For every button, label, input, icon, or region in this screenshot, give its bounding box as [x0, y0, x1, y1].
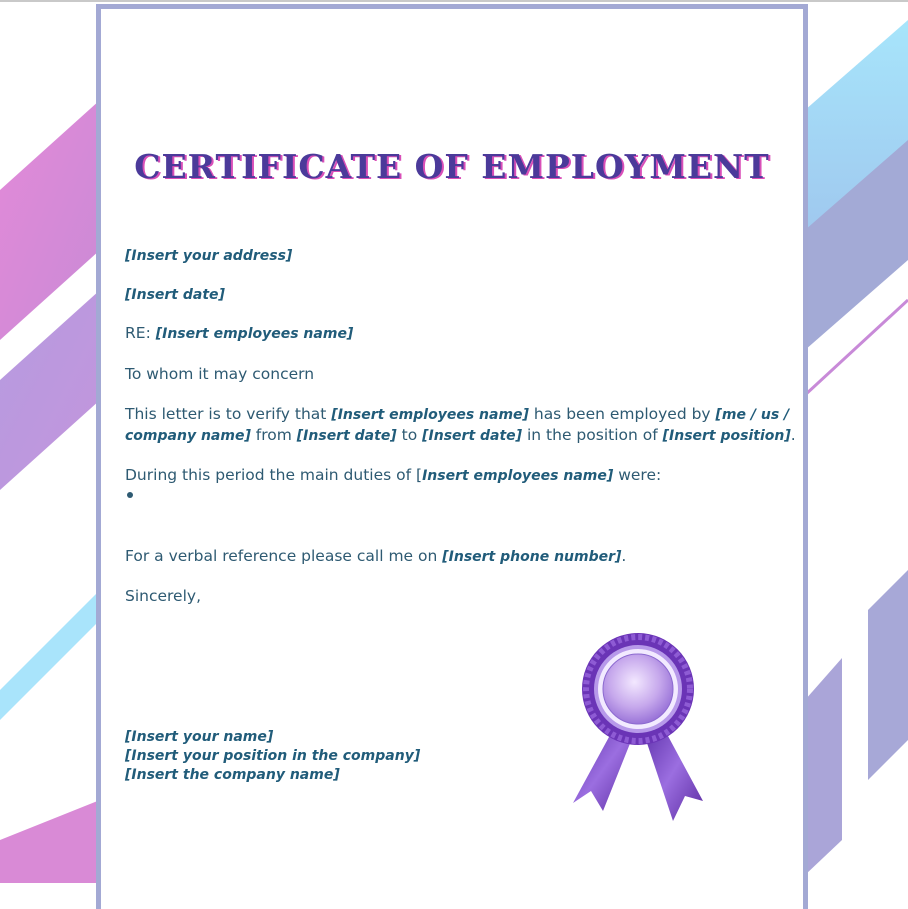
address-placeholder[interactable]: [Insert your address]	[125, 248, 293, 264]
re-line	[125, 323, 353, 344]
to-text: to	[396, 426, 423, 444]
salutation: To whom it may concern	[125, 365, 315, 383]
employed-by-text: has been employed by	[528, 405, 716, 423]
paragraph-verify-line2	[125, 425, 796, 446]
paragraph-verify-line1	[125, 404, 789, 425]
company-name-placeholder[interactable]: company name]	[125, 428, 251, 444]
date-placeholder[interactable]: [Insert date]	[125, 287, 225, 303]
signature-position-placeholder[interactable]: [Insert your position in the company]	[125, 748, 421, 764]
closing: Sincerely,	[125, 587, 202, 605]
verify-text: This letter is to verify that	[125, 405, 332, 423]
duties-employee-placeholder[interactable]: Insert employees name]	[422, 468, 614, 484]
paragraph-reference	[125, 546, 626, 567]
were-text: were:	[613, 466, 662, 484]
page-title: CERTIFICATE OF EMPLOYMENT	[134, 147, 770, 186]
duties-text: During this period the main duties of [	[125, 466, 423, 484]
re-employee-placeholder[interactable]: [Insert employees name]	[155, 326, 354, 342]
from-text: from	[250, 426, 297, 444]
signature-name-placeholder[interactable]: [Insert your name]	[125, 729, 274, 745]
award-ribbon-icon	[573, 631, 708, 831]
re-prefix: RE:	[125, 324, 156, 342]
signature-company-placeholder[interactable]: [Insert the company name]	[125, 767, 340, 783]
employer-placeholder[interactable]: [me / us /	[715, 407, 790, 423]
position-text: in the position of	[522, 426, 663, 444]
end-date-placeholder[interactable]: [Insert date]	[422, 428, 523, 444]
bullet-point[interactable]	[127, 492, 133, 498]
paragraph-duties	[125, 465, 661, 486]
reference-text: For a verbal reference please call me on	[125, 547, 443, 565]
employee-name-placeholder[interactable]: [Insert employees name]	[331, 407, 529, 423]
certificate-page	[96, 4, 808, 909]
period-text: .	[790, 426, 796, 444]
start-date-placeholder[interactable]: [Insert date]	[296, 428, 397, 444]
position-placeholder[interactable]: [Insert position]	[662, 428, 791, 444]
phone-placeholder[interactable]: [Insert phone number]	[442, 549, 622, 565]
reference-period: .	[621, 547, 627, 565]
window-top-border	[0, 0, 908, 2]
